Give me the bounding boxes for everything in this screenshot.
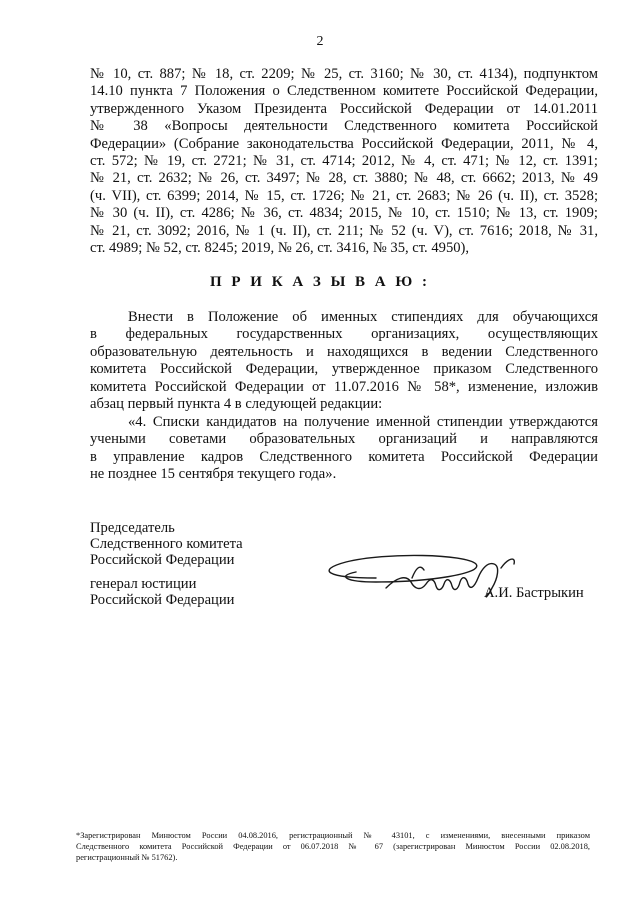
text-line: ст. 572; № 19, ст. 2721; № 31, ст. 4714; 2012, № 4, ст. 471; № 12, ст. 1391; bbox=[90, 153, 598, 170]
footnote bbox=[76, 830, 590, 863]
signatory-title-line: Следственного комитета bbox=[90, 536, 243, 552]
signatory-title-line: Председатель bbox=[90, 520, 175, 536]
text-line: комитета Российской Федерации, утвержденное приказом Следственного bbox=[90, 361, 598, 378]
signatory-rank bbox=[90, 576, 235, 608]
text-line: № 21, ст. 3092; 2016, № 1 (ч. II), ст. 211; № 52 (ч. V), ст. 7616; 2018, № 31, bbox=[90, 222, 598, 239]
text-line: 14.10 пункта 7 Положения о Следственном комитете Российской Федерации, bbox=[90, 83, 598, 100]
text-line: № 21, ст. 2632; № 26, ст. 3497; № 28, ст. 3880; № 48, ст. 6662; 2013, № 49 bbox=[90, 170, 598, 187]
order-paragraph bbox=[90, 309, 598, 413]
footnote-line: регистрационный № 51762). bbox=[76, 853, 178, 862]
text-line: абзац первый пункта 4 в следующей редакции: bbox=[90, 396, 383, 413]
text-line: утвержденного Указом Президента Российской Федерации от 14.01.2011 bbox=[90, 100, 598, 117]
intro-paragraph bbox=[90, 66, 598, 257]
text-line: комитета Российской Федерации от 11.07.2016 № 58*, изменение, изложив bbox=[90, 378, 598, 395]
footnote-line: Следственного комитета Российской Федерации от 06.07.2018 № 67 (зарегистрирован Минюстом России 02.08.2018, bbox=[76, 842, 590, 851]
text-line: № 38 «Вопросы деятельности Следственного комитета Российской bbox=[90, 118, 598, 135]
text-line: не позднее 15 сентября текущего года». bbox=[90, 466, 337, 483]
signatory-title-line: Российской Федерации bbox=[90, 552, 235, 568]
signatory-rank-line: генерал юстиции bbox=[90, 576, 197, 592]
footnote-line: *Зарегистрирован Минюстом России 04.08.2016, регистрационный № 43101, с изменениями, внесенными приказом bbox=[76, 831, 590, 840]
text-line: Внести в Положение об именных стипендиях для обучающихся bbox=[128, 309, 598, 325]
signatory-title bbox=[90, 520, 243, 568]
order-heading: П Р И К А З Ы В А Ю : bbox=[209, 274, 431, 290]
text-line: образовательную деятельность и находящихся в ведении Следственного bbox=[90, 343, 598, 360]
text-line: «4. Списки кандидатов на получение именной стипендии утверждаются bbox=[128, 414, 598, 430]
text-line: № 30 (ч. II), ст. 4286; № 36, ст. 4834; 2015, № 10, ст. 1510; № 13, ст. 1909; bbox=[90, 205, 598, 222]
text-line: (ч. VII), ст. 6399; 2014, № 15, ст. 1726; № 21, ст. 2683; № 26 (ч. II), ст. 3528; bbox=[90, 187, 598, 204]
text-line: в федеральных государственных организациях, осуществляющих bbox=[90, 326, 598, 343]
quoted-amendment bbox=[90, 414, 598, 484]
text-line: № 10, ст. 887; № 18, ст. 2209; № 25, ст. 3160; № 30, ст. 4134), подпунктом bbox=[90, 66, 598, 82]
text-line: ст. 4989; № 52, ст. 8245; 2019, № 26, ст. 3416, № 35, ст. 4950), bbox=[90, 240, 470, 257]
page-number: 2 bbox=[316, 34, 324, 49]
signatory-name: А.И. Бастрыкин bbox=[484, 585, 584, 601]
text-line: Федерации» (Собрание законодательства Российской Федерации, 2011, № 4, bbox=[90, 135, 598, 152]
text-line: в управление кадров Следственного комитета Российской Федерации bbox=[90, 448, 598, 465]
signatory-rank-line: Российской Федерации bbox=[90, 592, 235, 608]
text-line: учеными советами образовательных организаций и направляются bbox=[90, 431, 598, 448]
